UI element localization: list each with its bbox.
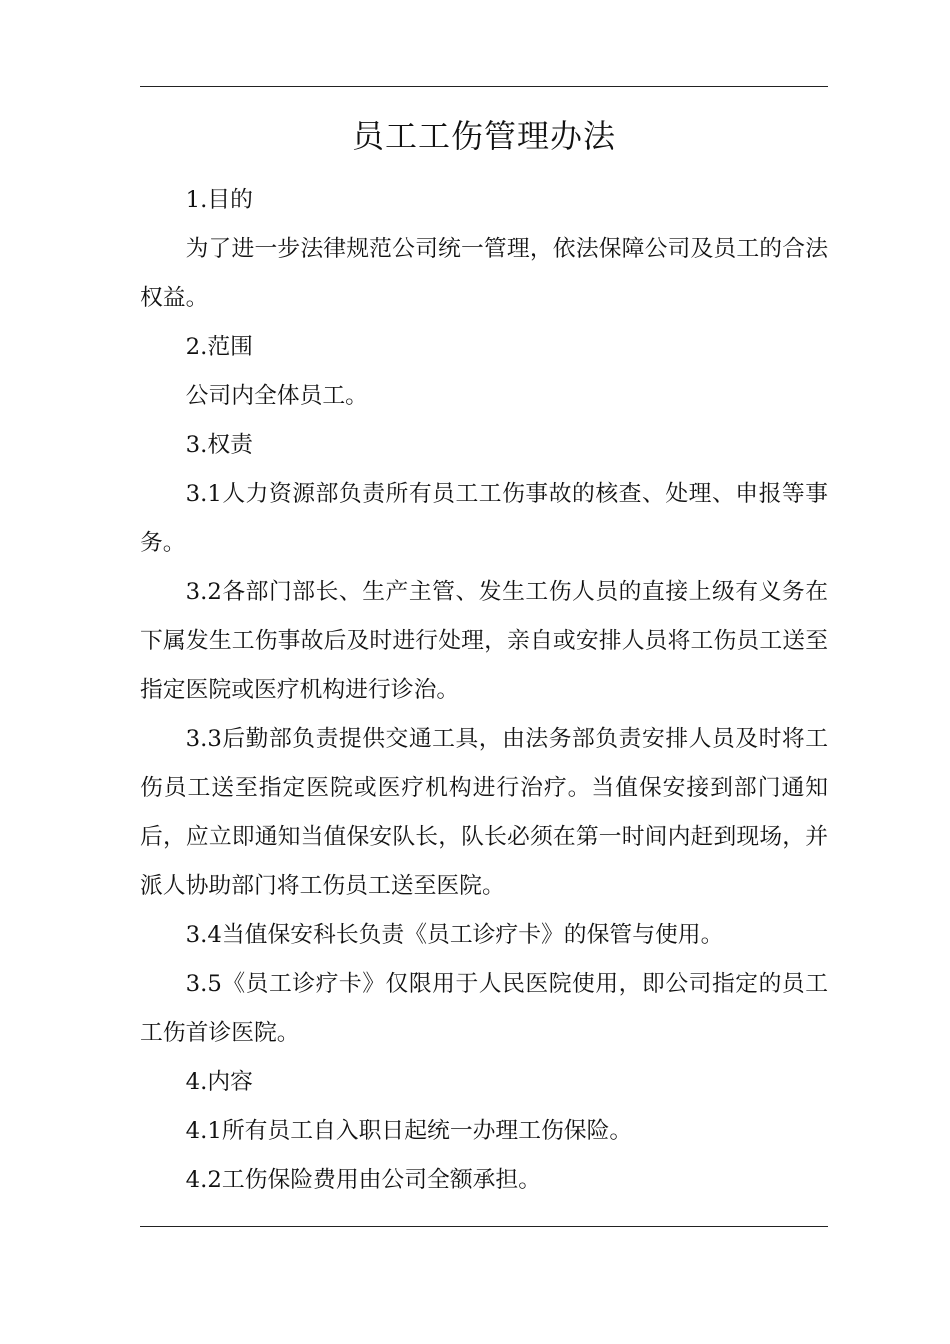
paragraph-4-1: 4.1所有员工自入职日起统一办理工伤保险。 xyxy=(185,1118,633,1144)
heading-responsibilities: 3.权责 xyxy=(185,432,253,458)
heading-content: 4.内容 xyxy=(185,1069,253,1095)
paragraph-3-5: 3.5《员工诊疗卡》仅限用于人民医院使用，即公司指定的员工工伤首诊医院。 xyxy=(140,971,828,1046)
paragraph-purpose: 为了进一步法律规范公司统一管理，依法保障公司及员工的合法权益。 xyxy=(140,236,828,311)
header-rule xyxy=(140,86,828,87)
heading-scope: 2.范围 xyxy=(185,334,253,360)
paragraph-scope: 公司内全体员工。 xyxy=(185,383,368,409)
document-body xyxy=(140,176,828,1205)
heading-purpose: 1.目的 xyxy=(185,187,253,213)
paragraph-3-4: 3.4当值保安科长负责《员工诊疗卡》的保管与使用。 xyxy=(185,922,724,948)
footer-rule xyxy=(140,1226,828,1227)
paragraph-3-1: 3.1人力资源部负责所有员工工伤事故的核查、处理、申报等事务。 xyxy=(140,481,828,556)
document-title: 员工工伤管理办法 xyxy=(351,117,616,155)
paragraph-3-3: 3.3后勤部负责提供交通工具，由法务部负责安排人员及时将工伤员工送至指定医院或医疗机构进行治疗。当值保安接到部门通知后，应立即通知当值保安队长，队长必须在第一时间内赶到现场，并派人协助部门将工伤员工送至医院。 xyxy=(140,726,828,899)
paragraph-3-2: 3.2各部门部长、生产主管、发生工伤人员的直接上级有义务在下属发生工伤事故后及时进行处理，亲自或安排人员将工伤员工送至指定医院或医疗机构进行诊治。 xyxy=(140,579,828,703)
paragraph-4-2: 4.2工伤保险费用由公司全额承担。 xyxy=(185,1167,542,1193)
